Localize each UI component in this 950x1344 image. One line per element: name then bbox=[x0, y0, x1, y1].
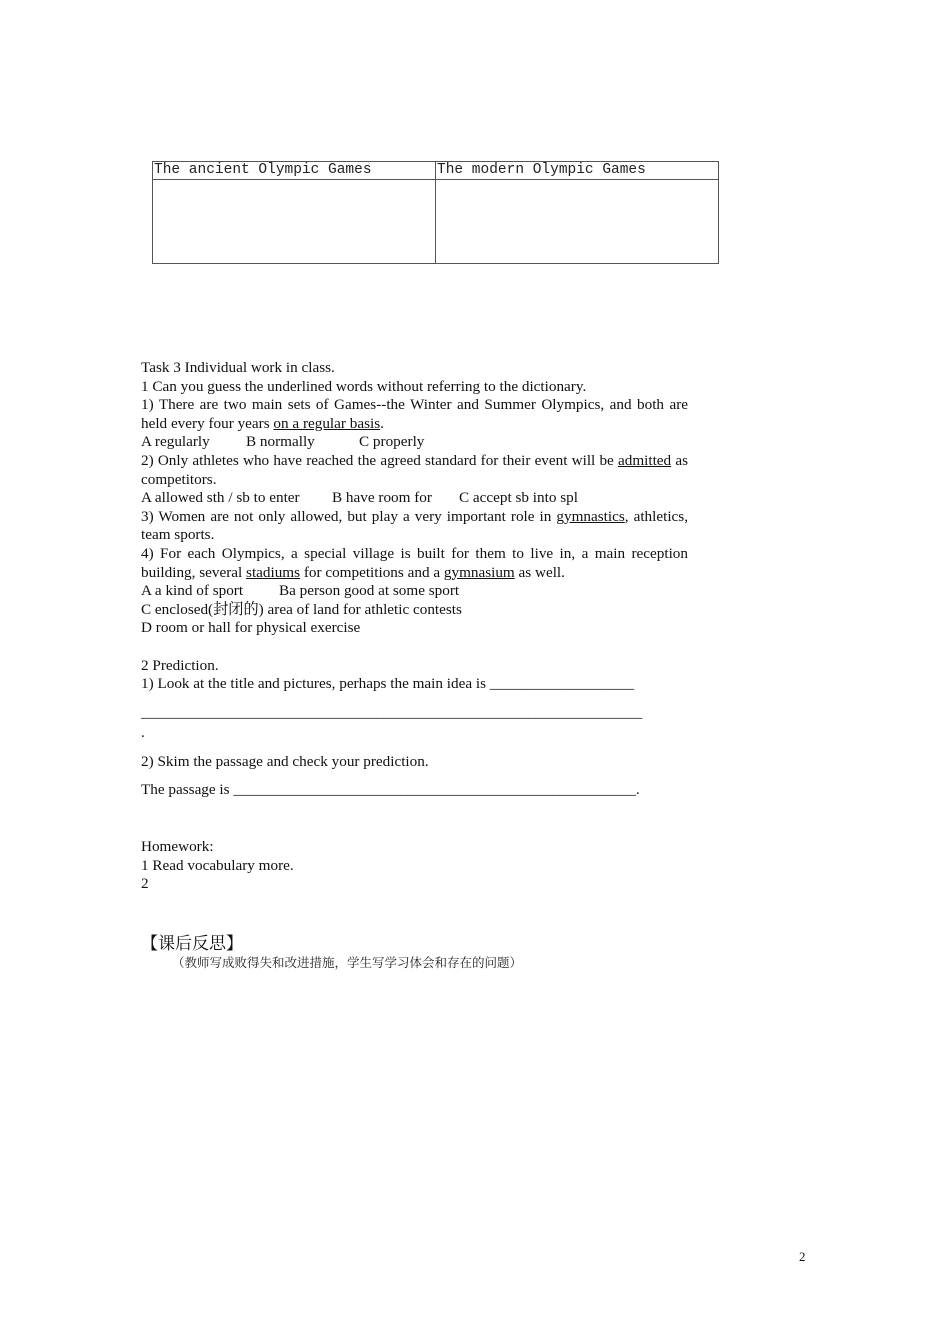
homework-item-2: 2 bbox=[141, 875, 149, 893]
item2-text: 2) Only athletes who have reached the agreed standard for their event will be bbox=[141, 451, 618, 469]
table-cell-modern bbox=[436, 180, 719, 264]
item4-mid: for competitions and a bbox=[300, 563, 444, 581]
table-header-row bbox=[153, 162, 719, 180]
item1-underlined-word: on a regular basis bbox=[273, 414, 381, 432]
prediction-q1-blank[interactable]: __________________________________________________________________ bbox=[141, 703, 643, 721]
prediction-q3[interactable]: The passage is _____________________________________________________. bbox=[141, 781, 640, 799]
item3-text: 3) Women are not only allowed, but play a very important role in bbox=[141, 507, 557, 525]
item1-post: . bbox=[380, 414, 384, 432]
item4-post: as well. bbox=[514, 563, 565, 581]
homework-title: Homework: bbox=[141, 838, 214, 856]
table-cell-ancient bbox=[153, 180, 436, 264]
option-d-line: D room or hall for physical exercise bbox=[141, 619, 361, 637]
item2-post: as competitors. bbox=[141, 451, 688, 488]
table-header-modern: The modern Olympic Games bbox=[436, 162, 719, 180]
prediction-q1-end: . bbox=[141, 724, 145, 742]
option-a: A a kind of sport bbox=[141, 582, 244, 600]
prediction-q1: 1) Look at the title and pictures, perhaps the main idea is ___________________ bbox=[141, 675, 635, 693]
task3-item-3 bbox=[141, 508, 688, 545]
reflection-title: 【课后反思】 bbox=[141, 934, 243, 954]
item2-underlined-word: admitted bbox=[618, 451, 672, 469]
page-number: 2 bbox=[799, 1249, 806, 1264]
task3-item-4-options bbox=[141, 582, 688, 601]
prediction-q2: 2) Skim the passage and check your prediction. bbox=[141, 752, 429, 770]
option-c: C accept sb into spl bbox=[459, 489, 578, 507]
reflection-subtitle: （教师写成败得失和改进措施，学生写学习体会和存在的问题） bbox=[172, 955, 523, 970]
task3-question-1: 1 Can you guess the underlined words without referring to the dictionary. bbox=[141, 377, 587, 395]
item4-underlined-word-2: gymnasium bbox=[443, 563, 515, 581]
task3-item-1-options bbox=[141, 433, 688, 452]
option-b: Ba person good at some sport bbox=[279, 582, 460, 600]
task3-item-4 bbox=[141, 545, 688, 582]
option-c: C properly bbox=[359, 433, 425, 451]
prediction-title: 2 Prediction. bbox=[141, 656, 219, 674]
task3-item-1 bbox=[141, 396, 688, 433]
item4-text: 4) For each Olympics, a special village is built for them to live in, a main reception building, several bbox=[141, 544, 688, 581]
task3-item-2-options bbox=[141, 489, 688, 508]
option-b: B normally bbox=[246, 433, 315, 451]
option-c-line: C enclosed(封闭的) area of land for athletic contests bbox=[141, 600, 462, 618]
option-a: A regularly bbox=[141, 433, 210, 451]
option-a: A allowed sth / sb to enter bbox=[141, 489, 300, 507]
homework-item-1: 1 Read vocabulary more. bbox=[141, 856, 294, 874]
item3-post: , athletics, team sports. bbox=[141, 507, 688, 544]
main-content bbox=[141, 359, 688, 894]
item1-text: 1) There are two main sets of Games--the Winter and Summer Olympics, and both are held every four years bbox=[141, 396, 688, 432]
item4-underlined-word-1: stadiums bbox=[246, 563, 301, 581]
option-b: B have room for bbox=[332, 489, 432, 507]
comparison-table bbox=[152, 161, 719, 264]
table-body-row bbox=[153, 180, 719, 264]
table-header-ancient: The ancient Olympic Games bbox=[153, 162, 436, 180]
task3-title: Task 3 Individual work in class. bbox=[141, 359, 335, 376]
task3-item-2 bbox=[141, 452, 688, 489]
item3-underlined-word: gymnastics bbox=[556, 507, 625, 525]
